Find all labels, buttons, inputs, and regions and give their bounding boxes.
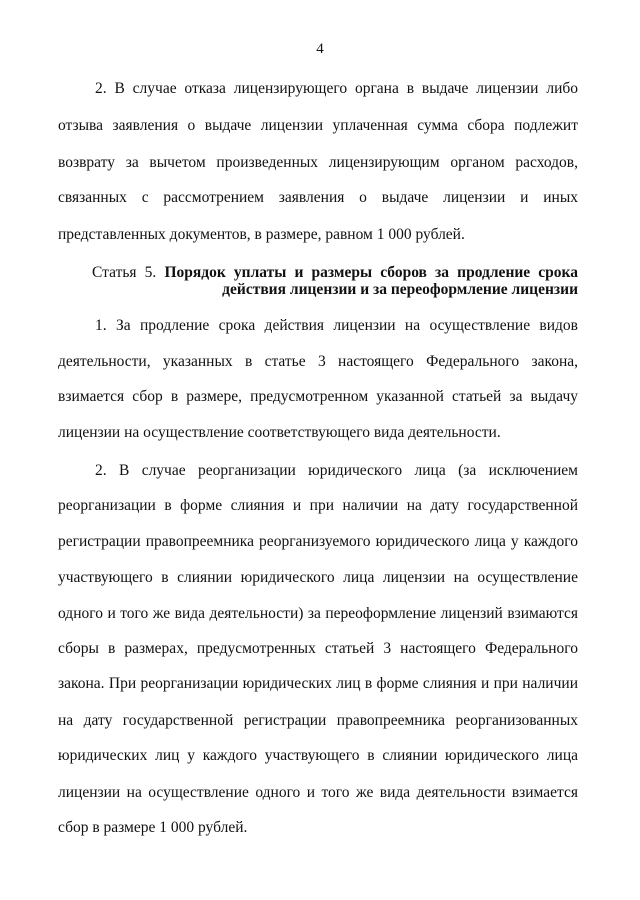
paragraph-line: 1. За продление срока действия лицензии на осуществление видов bbox=[95, 317, 578, 334]
paragraph-line: взимается сбор в размере, предусмотренном указанной статьей за выдачу bbox=[58, 388, 578, 405]
article-title-line1: Порядок уплаты и размеры сборов за продление срока bbox=[164, 264, 579, 281]
article-title-line2: действия лицензии и за переоформление лицензии bbox=[222, 281, 578, 298]
paragraph-line: регистрации правопреемника реорганизуемого юридического лица у каждого bbox=[58, 533, 578, 550]
paragraph-line: реорганизации в форме слияния и при наличии на дату государственной bbox=[58, 497, 578, 514]
paragraph-line: участвующего в слиянии юридического лица лицензии на осуществление bbox=[58, 569, 578, 586]
article-heading-line bbox=[92, 264, 578, 282]
paragraph-line: связанных с рассмотрением заявления о выдаче лицензии и иных bbox=[58, 189, 578, 206]
paragraph-line: представленных документов, в размере, равном 1 000 рублей. bbox=[58, 226, 465, 243]
paragraph-line: на дату государственной регистрации правопреемника реорганизованных bbox=[58, 712, 578, 729]
paragraph-line: возврату за вычетом произведенных лицензирующим органом расходов, bbox=[58, 154, 578, 171]
paragraph-line: 2. В случае отказа лицензирующего органа в выдаче лицензии либо bbox=[95, 80, 578, 97]
page-number: 4 bbox=[316, 41, 324, 57]
paragraph-line: лицензии на осуществление одного и того же вида деятельности взимается bbox=[58, 784, 578, 801]
paragraph-line: лицензии на осуществление соответствующего вида деятельности. bbox=[58, 424, 501, 441]
paragraph-line: закона. При реорганизации юридических лиц в форме слияния и при наличии bbox=[58, 675, 578, 692]
paragraph-line: сборы в размерах, предусмотренных статьей 3 настоящего Федерального bbox=[58, 640, 578, 657]
paragraph-line: отзыва заявления о выдаче лицензии уплаченная сумма сбора подлежит bbox=[58, 117, 578, 134]
article-prefix: Статья 5. bbox=[92, 264, 157, 281]
paragraph-line: сбор в размере 1 000 рублей. bbox=[58, 819, 248, 836]
paragraph-line: одного и того же вида деятельности) за переоформление лицензий взимаются bbox=[58, 605, 578, 622]
paragraph-line: деятельности, указанных в статье 3 настоящего Федерального закона, bbox=[58, 353, 578, 370]
paragraph-line: 2. В случае реорганизации юридического лица (за исключением bbox=[95, 462, 578, 479]
paragraph-line: юридических лиц у каждого участвующего в слиянии юридического лица bbox=[58, 747, 578, 764]
